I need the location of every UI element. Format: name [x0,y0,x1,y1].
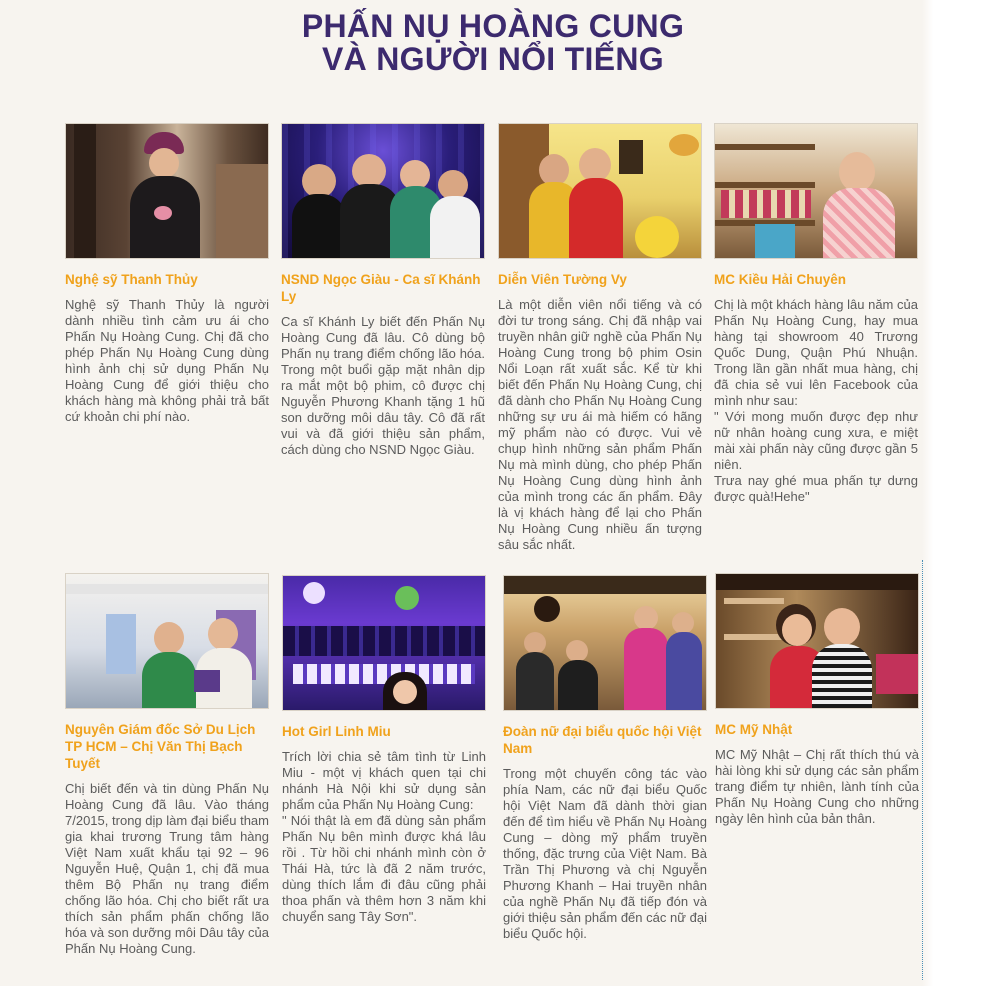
celebrity-card-kieu-hai-chuyen [714,123,918,505]
celebrity-card-nu-dai-bieu-quoc-hoi [503,575,707,942]
celebrity-photo [281,123,485,259]
celebrity-photo [65,123,269,259]
celebrity-card-thanh-thuy [65,123,269,425]
celebrity-description: Trích lời chia sẻ tâm tình từ Linh Miu - một vị khách quen tại chi nhánh Hà Nội khi sử dụng sản phẩm của Phấn Nụ Hoàng Cung: " Nói thật là em đã dùng sản phẩm Phấn Nụ bên mình được khá lâu rồi . Từ hồi chi nhánh mình còn ở Thái Hà, tức là đã 2 năm trước, dùng thích lắm đi đâu cũng phải thoa phấn và thêm hơn 3 năm khi chuyển sang Tây Sơn". [282,749,486,924]
celebrity-name: Hot Girl Linh Miu [282,724,391,739]
celebrity-description: Chị biết đến và tin dùng Phấn Nụ Hoàng Cung đã lâu. Vào tháng 7/2015, trong dịp làm đại biểu tham gia khai trương Trung tâm hàng Việt Nam xuất khẩu tại 92 – 96 Nguyễn Huệ, Quận 1, chị đã mua thêm Bộ Phấn nụ trang điểm chống lão hóa. Chị cho biết rất ưa thích sản phẩm phấn chống lão hóa và son dưỡng môi Dâu tây của Phấn Nụ Hoàng Cung. [65,781,269,956]
celebrity-photo [282,575,486,711]
celebrity-photo [498,123,702,259]
right-white-strip [922,0,986,986]
celebrity-name: Đoàn nữ đại biểu quốc hội Việt Nam [503,724,702,756]
title-line-1: PHẤN NỤ HOÀNG CUNG [301,8,685,44]
celebrity-photo [714,123,918,259]
celebrity-description: Nghệ sỹ Thanh Thủy là người dành nhiều tình cảm ưu ái cho Phấn Nụ Hoàng Cung. Chị đã cho phép Phấn Nụ Hoàng Cung dùng hình ảnh chị sử dụng Phấn Nụ Hoàng Cung để giới thiệu cho khách hàng mà không phải trả bất cứ khoản chi phí nào. [65,297,269,424]
celebrity-description: Là một diễn viên nổi tiếng và có đời tư trong sáng. Chị đã nhập vai truyền nhân giữ nghề của Phấn Nụ Hoàng Cung trong bộ phim Osin Nổi Loạn rất xuất sắc. Kể từ khi biết đến Phấn Nụ Hoàng Cung, chị đã dành cho Phấn Nụ Hoàng Cung những sự ưu ái mà hiếm có hãng mỹ phẩm nào có được. Vui vẻ chụp hình những sản phẩm Phấn Nụ mà mình dùng, cho phép Phấn Nụ Hoàng Cung dùng hình ảnh của mình trong các ấn phẩm. Đây là vị khách hàng để lại cho Phấn Nụ Hoàng Cung nhiều ấn tượng sâu sắc nhất. [498,297,702,552]
celebrity-card-tuong-vy [498,123,702,553]
celebrity-card-my-nhat [715,573,919,827]
celebrity-description: Ca sĩ Khánh Ly biết đến Phấn Nụ Hoàng Cung đã lâu. Cô dùng bộ Phấn nụ trang điểm chống lão hóa. Trong một buổi gặp mặt nhân dịp ra mắt một bộ phim, cô được chị Nguyễn Phương Khanh tặng 1 hũ son dưỡng môi dâu tây. Cô đã rất vui và đã giới thiệu sản phẩm, cách dùng cho NSND Ngọc Giàu. [281,314,485,457]
celebrity-card-van-thi-bach-tuyet [65,573,269,957]
dotted-divider [922,560,923,980]
celebrity-photo [715,573,919,709]
celebrity-photo [65,573,269,709]
celebrity-name: MC Mỹ Nhật [715,722,793,737]
celebrity-card-linh-miu [282,575,486,925]
celebrity-photo [503,575,707,711]
celebrity-name: Nguyên Giám đốc Sở Du Lịch TP HCM – Chị Văn Thị Bạch Tuyết [65,722,256,771]
celebrity-description: MC Mỹ Nhật – Chị rất thích thú và hài lòng khi sử dụng các sản phẩm trang điểm tự nhiên, lành tính của Phấn Nụ Hoàng Cung cho những ngày lên hình của bản thân. [715,747,919,826]
page-title [0,10,986,76]
celebrity-card-ngoc-giau-khanh-ly [281,123,485,458]
celebrity-name: Nghệ sỹ Thanh Thủy [65,272,198,287]
celebrity-description: Chị là một khách hàng lâu năm của Phấn Nụ Hoàng Cung, hay mua hàng tại showroom 40 Trương Quốc Dung, Quận Phú Nhuận. Trong lần gần nhất mua hàng, chị đã chia sẻ vui lên Facebook của mình như sau: " Với mong muốn được đẹp như nữ nhân hoàng cung xưa, e miệt mài xài phấn này cũng được gần 5 niên. Trưa nay ghé mua phấn tự dưng được quà!Hehe" [714,297,918,504]
celebrity-name: MC Kiều Hải Chuyên [714,272,847,287]
celebrity-description: Trong một chuyến công tác vào phía Nam, các nữ đại biểu Quốc hội Việt Nam đã dành thời gian đến để tìm hiểu về Phấn Nụ Hoàng Cung – dòng mỹ phẩm truyền thống, đặc trưng của Việt Nam. Bà Trần Thị Phương và chị Nguyễn Phương Khanh – Hai truyền nhân của nghề Phấn Nụ đã tiếp đón và giới thiệu sản phẩm đến các nữ đại biểu Quốc hội. [503,766,707,941]
title-line-2: VÀ NGƯỜI NỔI TIẾNG [322,41,664,77]
celebrity-name: NSND Ngọc Giàu - Ca sĩ Khánh Ly [281,272,481,304]
celebrity-name: Diễn Viên Tường Vy [498,272,627,287]
